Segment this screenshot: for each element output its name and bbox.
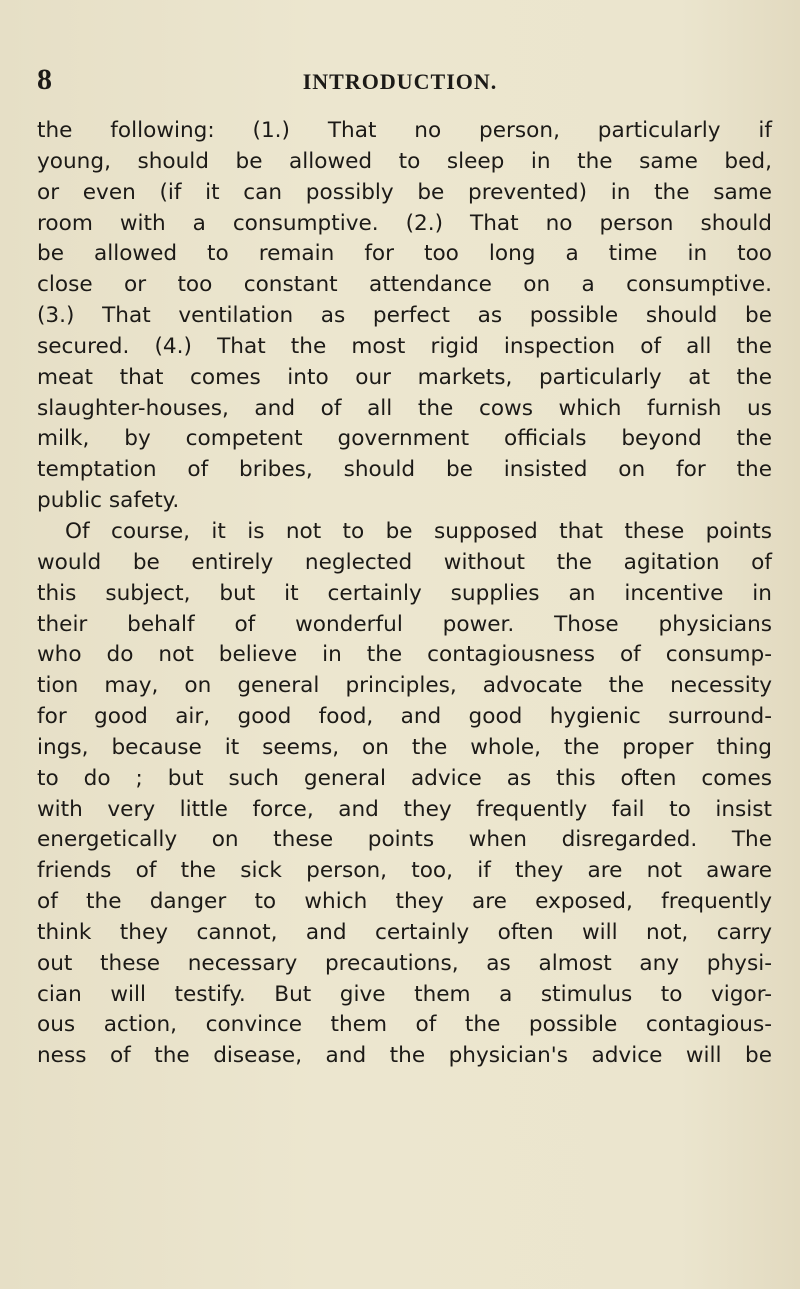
text-line: this subject, but it certainly supplies an incentive in bbox=[37, 580, 772, 606]
page-header bbox=[0, 62, 800, 102]
running-head: INTRODUCTION. bbox=[302, 69, 498, 94]
text-line: milk, by competent government officials beyond the bbox=[37, 426, 772, 452]
text-line: room with a consumptive. (2.) That no person should bbox=[37, 210, 772, 236]
text-line: slaughter-houses, and of all the cows which furnish us bbox=[37, 395, 772, 421]
text-line: meat that comes into our markets, particularly at the bbox=[37, 364, 772, 390]
text-line: or even (if it can possibly be prevented) in the same bbox=[37, 179, 772, 205]
text-line: the following: (1.) That no person, particularly if bbox=[37, 118, 772, 143]
text-line: young, should be allowed to sleep in the same bed, bbox=[37, 148, 772, 174]
text-line: close or too constant attendance on a consumptive. bbox=[37, 272, 772, 298]
text-line: temptation of bribes, should be insisted on for the bbox=[37, 457, 772, 483]
text-line: think they cannot, and certainly often will not, carry bbox=[37, 919, 772, 945]
text-line: be allowed to remain for too long a time in too bbox=[37, 241, 772, 267]
text-line: friends of the sick person, too, if they are not aware bbox=[37, 858, 772, 884]
text-line: cian will testify. But give them a stimulus to vigor- bbox=[37, 981, 772, 1007]
text-line: public safety. bbox=[37, 488, 180, 514]
text-line: their behalf of wonderful power. Those physicians bbox=[37, 611, 772, 637]
page-number: 8 bbox=[37, 63, 52, 96]
text-line: ings, because it seems, on the whole, the proper thing bbox=[37, 734, 772, 760]
text-line: would be entirely neglected without the agitation of bbox=[37, 549, 772, 575]
text-line: ous action, convince them of the possible contagious- bbox=[37, 1012, 772, 1038]
text-line: for good air, good food, and good hygienic surround- bbox=[37, 704, 772, 730]
text-line: secured. (4.) That the most rigid inspection of all the bbox=[37, 333, 772, 359]
text-line: tion may, on general principles, advocate the necessity bbox=[37, 673, 772, 699]
text-line: to do ; but such general advice as this often comes bbox=[37, 765, 772, 791]
text-line: Of course, it is not to be supposed that these points bbox=[65, 518, 772, 544]
text-line: (3.) That ventilation as perfect as possible should be bbox=[37, 303, 772, 329]
text-line: ness of the disease, and the physician's advice will be bbox=[37, 1043, 772, 1069]
body-text bbox=[37, 116, 772, 1072]
text-line: of the danger to which they are exposed, frequently bbox=[37, 889, 772, 915]
text-line: who do not believe in the contagiousness of consump- bbox=[37, 642, 772, 668]
text-line: out these necessary precautions, as almost any physi- bbox=[37, 950, 772, 976]
text-line: with very little force, and they frequently fail to insist bbox=[37, 796, 772, 822]
text-line: energetically on these points when disregarded. The bbox=[37, 827, 772, 853]
